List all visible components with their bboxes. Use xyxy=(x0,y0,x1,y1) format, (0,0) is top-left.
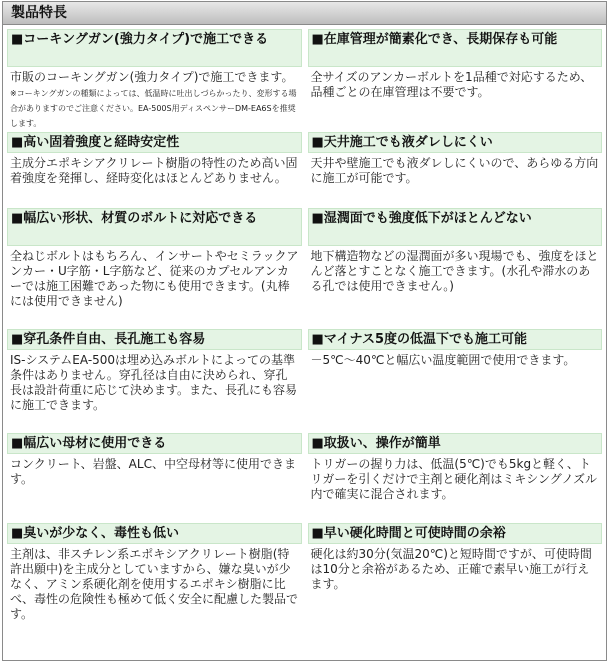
feature-title: ■取扱い、操作が簡単 xyxy=(308,433,603,454)
feature-strength xyxy=(7,132,302,208)
feature-note: ※コーキングガンの種類によっては、低温時に吐出しづらかったり、変形する場合がありますのでご注意ください。EA-500S用ディスペンサーDM-EA6Sを推奨します。 xyxy=(10,89,297,128)
feature-title: ■マイナス5度の低温下でも施工可能 xyxy=(308,329,603,350)
feature-curing-time xyxy=(308,523,603,627)
page-title: 製品特長 xyxy=(3,2,606,25)
feature-inventory xyxy=(308,29,603,132)
feature-title: ■在庫管理が簡素化でき、長期保存も可能 xyxy=(308,29,603,67)
feature-text: 主剤は、非スチレン系エポキシアクリレート樹脂(特許出願中)を主成分としていますから、嫌な臭いが少なく、アミン系硬化剤を使用するエポキシ樹脂に比べ、毒性の危険性も極めて低く安全に配慮した製品です。 xyxy=(10,547,299,621)
feature-text: －5℃～40℃と幅広い温度範囲で使用できます。 xyxy=(310,353,576,367)
feature-title: ■早い硬化時間と可使時間の余裕 xyxy=(308,523,603,544)
feature-caulking-gun xyxy=(7,29,302,132)
feature-text: コンクリート、岩盤、ALC、中空母材等に使用できます。 xyxy=(10,457,296,486)
feature-low-temperature xyxy=(308,329,603,433)
feature-title: ■湿潤面でも強度低下がほとんどない xyxy=(308,208,603,246)
feature-title: ■臭いが少なく、毒性も低い xyxy=(7,523,302,544)
feature-text: 全ねじボルトはもちろん、インサートやセミラックアンカー・U字筋・L字筋など、従来のカプセルアンカーでは施工困難であった物にも使用できます。(丸棒には使用できません) xyxy=(10,249,299,308)
feature-text: 主成分エポキシアクリレート樹脂の特性のため高い固着強度を発揮し、経時変化はほとんどありません。 xyxy=(10,156,298,185)
feature-text: IS-システムEA-500は埋め込みボルトによっての基準条件はありません。穿孔径は自由に決められ、穿孔長は設計荷重に応じて決めます。また、長孔にも容易に施工できます。 xyxy=(10,353,298,412)
features-grid xyxy=(3,25,606,627)
feature-wet-surface xyxy=(308,208,603,329)
feature-bolts xyxy=(7,208,302,329)
feature-text xyxy=(7,70,302,132)
feature-text: 全サイズのアンカーボルトを1品種で対応するため、品種ごとの在庫管理は不要です。 xyxy=(310,70,593,99)
feature-title: ■高い固着強度と経時安定性 xyxy=(7,132,302,153)
feature-text: 地下構造物などの湿潤面が多い現場でも、強度をほとんど落とすことなく施工できます。(水孔や滞水のある孔では使用できません。) xyxy=(310,249,599,293)
feature-low-odor xyxy=(7,523,302,627)
feature-text-main: 市販のコーキングガン(強力タイプ)で施工できます。 xyxy=(10,70,294,84)
feature-ceiling xyxy=(308,132,603,208)
feature-text: 天井や壁施工でも液ダレしにくいので、あらゆる方向に施工が可能です。 xyxy=(310,156,599,185)
feature-text: 硬化は約30分(気温20℃)と短時間ですが、可使時間は10分と余裕があるため、正確で素早い施工が行えます。 xyxy=(310,547,592,591)
feature-title: ■天井施工でも液ダレしにくい xyxy=(308,132,603,153)
feature-title: ■幅広い形状、材質のボルトに対応できる xyxy=(7,208,302,246)
feature-title: ■コーキングガン(強力タイプ)で施工できる xyxy=(7,29,302,67)
feature-handling xyxy=(308,433,603,523)
feature-text: トリガーの握り力は、低温(5℃)でも5kgと軽く、トリガーを引くだけで主剤と硬化剤はミキシングノズル内で確実に混合されます。 xyxy=(310,457,598,501)
feature-base-materials xyxy=(7,433,302,523)
feature-drilling xyxy=(7,329,302,433)
features-panel xyxy=(2,1,607,661)
feature-title: ■幅広い母材に使用できる xyxy=(7,433,302,454)
feature-title: ■穿孔条件自由、長孔施工も容易 xyxy=(7,329,302,350)
